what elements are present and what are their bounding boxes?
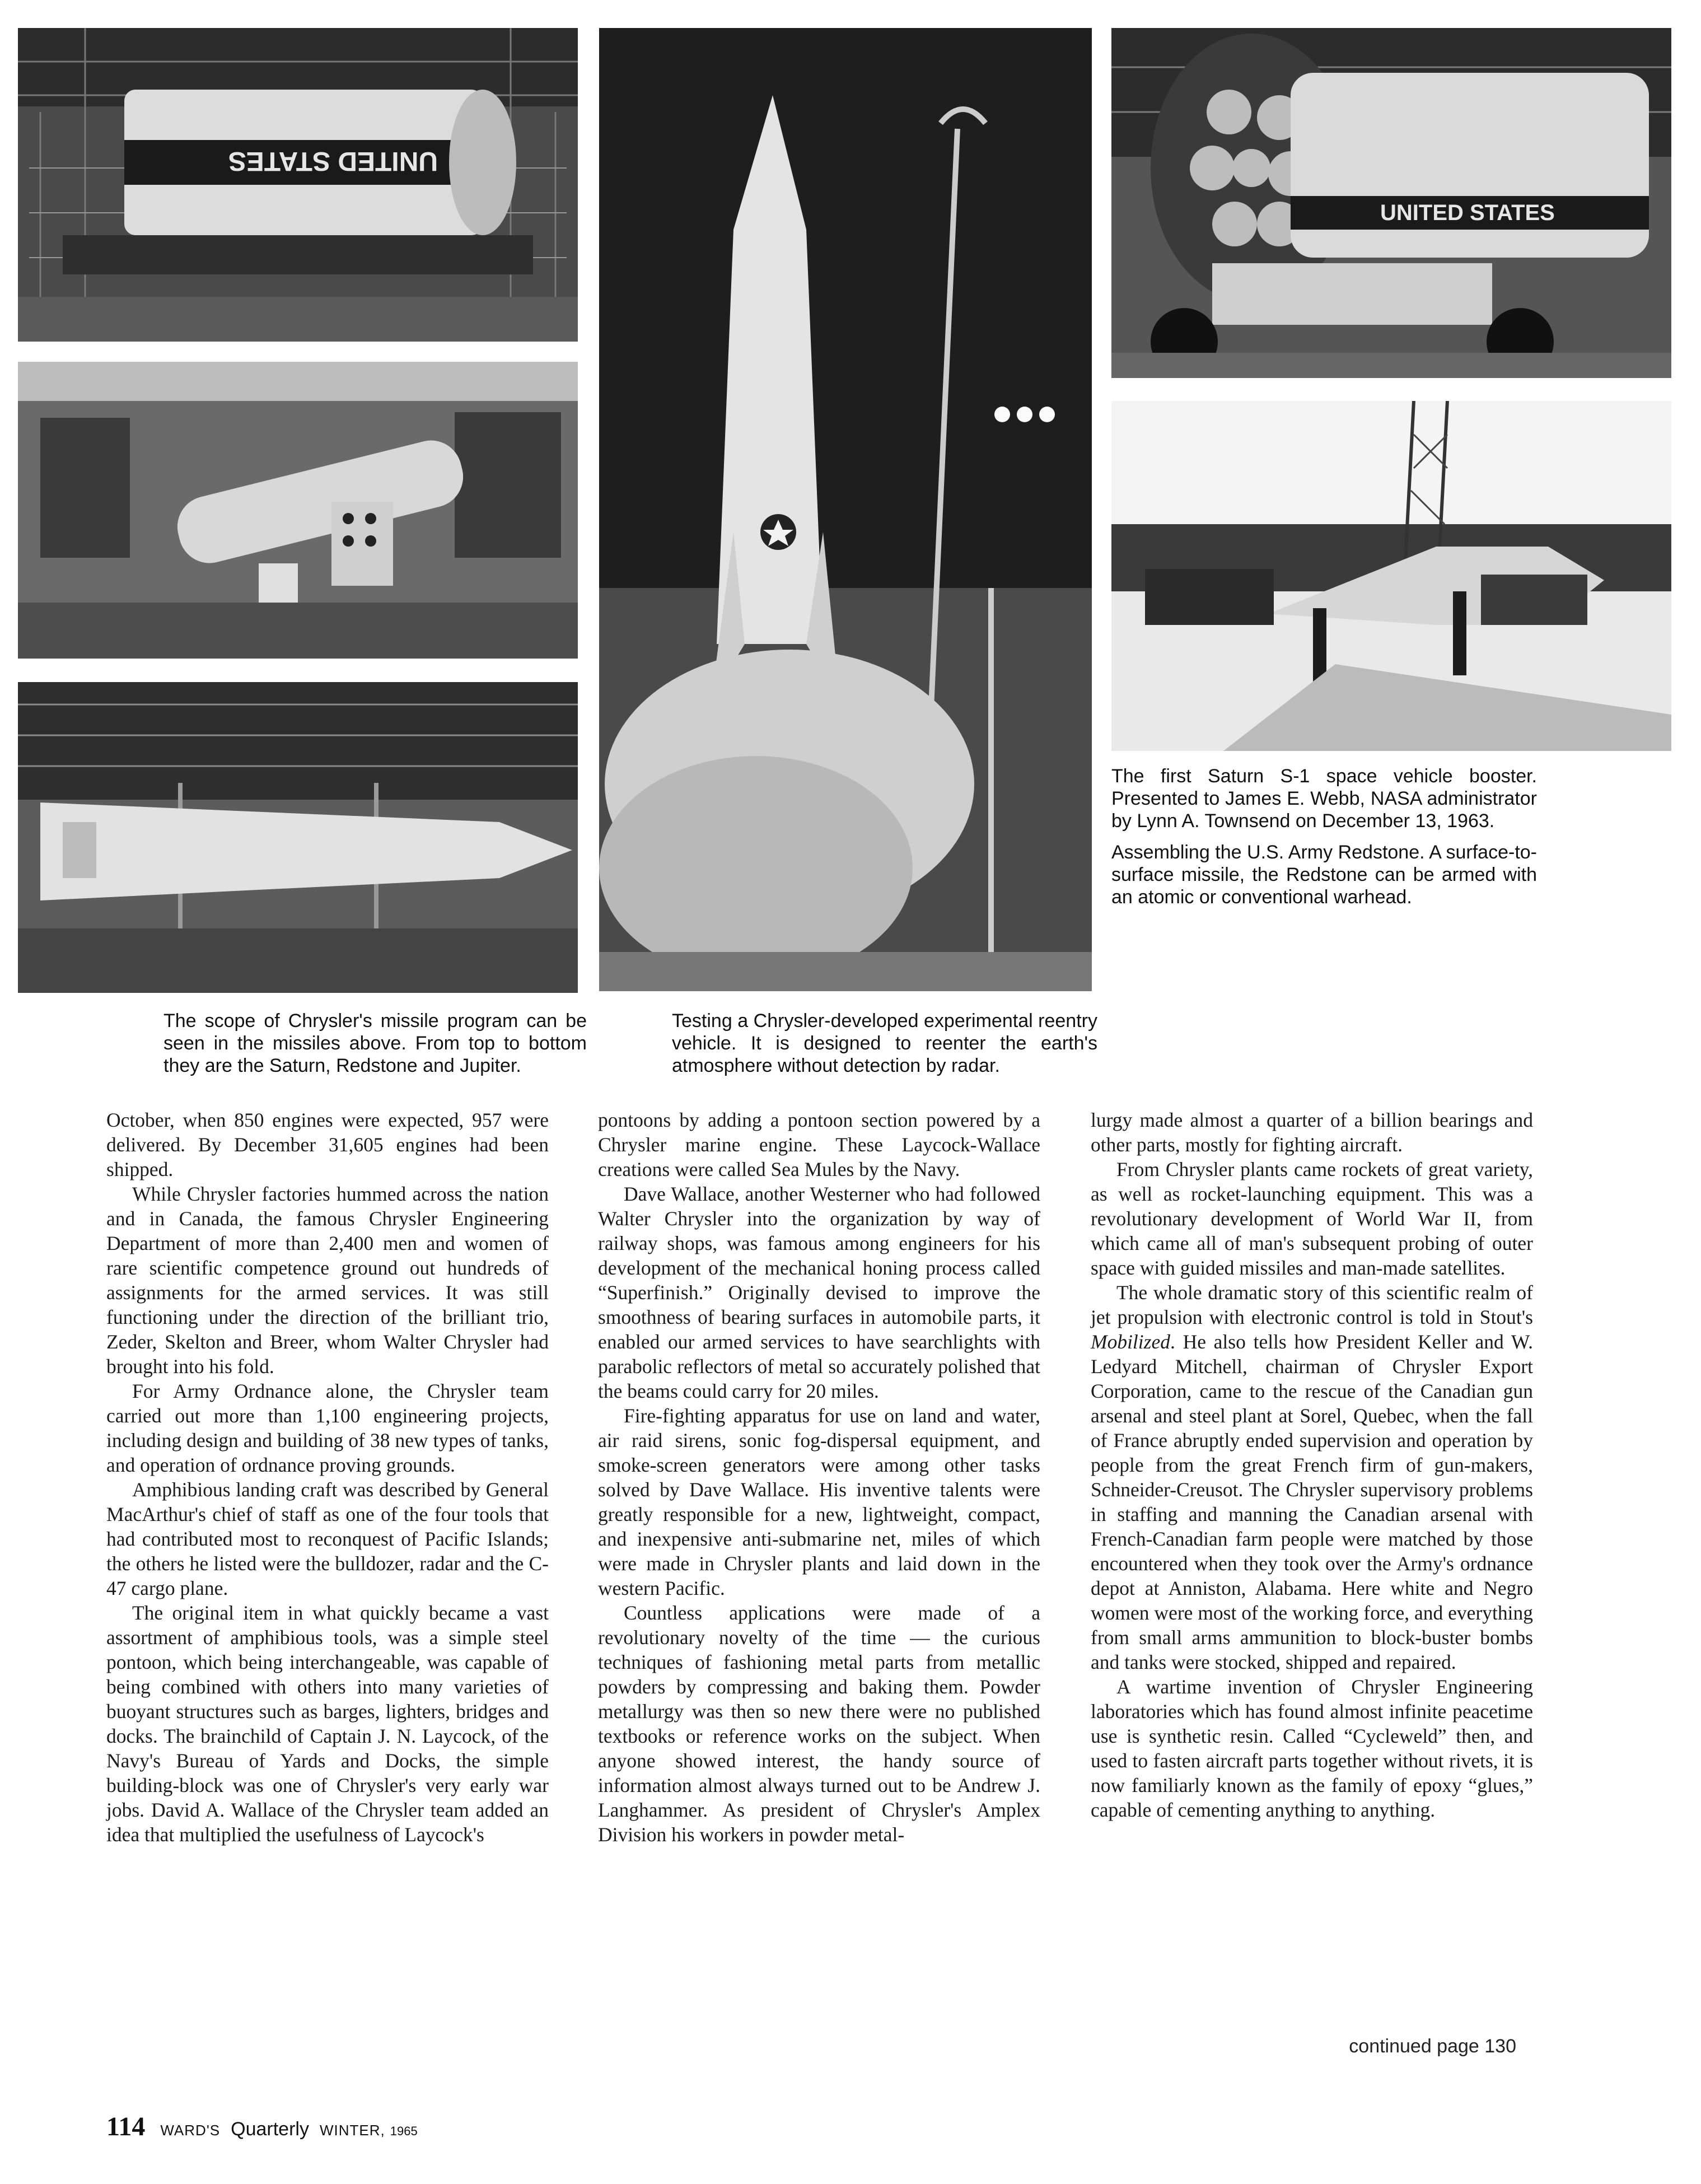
publication-brand: WARD'S [160, 2122, 221, 2139]
issue-year: 1965 [390, 2124, 418, 2138]
photo-reentry-vehicle-image [599, 28, 1092, 991]
caption-saturn-booster: The first Saturn S-1 space vehicle booster. Presented to James E. Webb, NASA administrator by Lynn A. Townsend on December 13, 1963. [1111, 766, 1537, 832]
paragraph: A wartime invention of Chrysler Engineering laboratories which has found almost infinite peacetime use is synthetic resin. Called “Cycleweld” then, and used to fasten aircraft parts together without rivets, it is now familiarly known as the family of epoxy “glues,” capable of cementing anything to anything. [1091, 1676, 1533, 1821]
photo-redstone-field-image [1111, 401, 1671, 751]
photo-saturn-assembly [18, 28, 578, 342]
article-column-3 [1091, 1108, 1533, 1822]
page-number: 114 [106, 2112, 146, 2141]
issue-season: WINTER, [319, 2122, 385, 2139]
caption-redstone: Assembling the U.S. Army Redstone. A surface-to-surface missile, the Redstone can be armed with an atomic or conventional warhead. [1111, 842, 1537, 908]
paragraph: October, when 850 engines were expected, 957 were delivered. By December 31,605 engines had been shipped. [106, 1109, 549, 1180]
paragraph: While Chrysler factories hummed across the nation and in Canada, the famous Chrysler Engineering Department of more than 2,400 men and women of rare scientific competence ground out hundreds of assignments for the armed services. It was still functioning under the direction of the brilliant trio, Zeder, Skelton and Breer, whom Walter Chrysler had brought into his fold. [106, 1183, 549, 1378]
page-footer [106, 2111, 418, 2142]
book-title: Mobilized [1091, 1331, 1170, 1353]
photo-saturn-s1-booster [1111, 28, 1671, 378]
paragraph: For Army Ordnance alone, the Chrysler team carried out more than 1,100 engineering projects, including design and building of 38 new types of tanks, and operation of ordnance proving grounds. [106, 1380, 549, 1476]
paragraph: pontoons by adding a pontoon section powered by a Chrysler marine engine. These Laycock-Wallace creations were called Sea Mules by the Navy. [598, 1109, 1040, 1180]
caption-left-photos: The scope of Chrysler's missile program can be seen in the missiles above. From top to bottom they are the Saturn, Redstone and Jupiter. [163, 1010, 587, 1076]
article-column-1 [106, 1108, 549, 1847]
paragraph: Countless applications were made of a revolutionary novelty of the time — the curious techniques of fashioning metal parts from metallic powders by compressing and baking them. Powder metallurgy was then so new there were no published textbooks or reference works on the subject. When anyone showed interest, the handy source of information almost always turned out to be Andrew J. Langhammer. As president of Chrysler's Amplex Division his workers in powder metal- [598, 1602, 1040, 1846]
photo-jupiter-hangar [18, 682, 578, 993]
photo-redstone-lab-image [18, 362, 578, 659]
paragraph: Dave Wallace, another Westerner who had followed Walter Chrysler into the organization by way of railway shops, was famous among engineers for his development of the mechanical honing process called “Superfinish.” Originally devised to improve the smoothness of bearing surfaces in automobile parts, it enabled our armed services to have searchlights with parabolic reflectors of metal so accurately polished that the beams could carry for 20 miles. [598, 1183, 1040, 1402]
photo-redstone-field [1111, 401, 1671, 751]
photo-saturn-s1-booster-image [1111, 28, 1671, 378]
paragraph: Fire-fighting apparatus for use on land and water, air raid sirens, sonic fog-dispersal equipment, and smoke-screen generators were among other tasks solved by Dave Wallace. His inventive talents were greatly responsible for a new, lightweight, compact, and inexpensive anti-submarine net, miles of which were made in Chrysler plants and laid down in the western Pacific. [598, 1404, 1040, 1599]
photo-saturn-s1-booster-lettering: UNITED STATES [1380, 200, 1555, 225]
paragraph: lurgy made almost a quarter of a billion bearings and other parts, mostly for fighting aircraft. [1091, 1109, 1533, 1156]
paragraph: From Chrysler plants came rockets of great variety, as well as rocket-launching equipment. This was a revolutionary development of World War II, from which came all of man's subsequent probing of outer space with guided missiles and man-made satellites. [1091, 1158, 1533, 1279]
photo-saturn-assembly-image [18, 28, 578, 342]
photo-jupiter-hangar-image [18, 682, 578, 993]
photo-reentry-vehicle [599, 28, 1092, 991]
photo-saturn-assembly-lettering: UNITED STATES [228, 146, 438, 176]
caption-center-photo: Testing a Chrysler-developed experimental reentry vehicle. It is designed to reenter the earth's atmosphere without detection by radar. [672, 1010, 1097, 1076]
paragraph: The original item in what quickly became a vast assortment of amphibious tools, was a simple steel pontoon, which being interchangeable, was capable of being combined with others into many varieties of buoyant structures such as barges, lighters, bridges and docks. The brainchild of Captain J. N. Laycock, of the Navy's Bureau of Yards and Docks, the simple building-block was one of Chrysler's very early war jobs. David A. Wallace of the Chrysler team added an idea that multiplied the usefulness of Laycock's [106, 1602, 549, 1846]
paragraph: Amphibious landing craft was described by General MacArthur's chief of staff as one of the four tools that had contributed most to reconquest of Pacific Islands; the others he listed were the bulldozer, radar and the C-47 cargo plane. [106, 1478, 549, 1599]
caption-right-photos [1111, 765, 1537, 917]
photo-redstone-lab [18, 362, 578, 659]
publication-name: Quarterly [231, 2118, 309, 2140]
continued-note: continued page 130 [1349, 2036, 1516, 2057]
article-column-2 [598, 1108, 1040, 1847]
paragraph: The whole dramatic story of this scientific realm of jet propulsion with electronic control is told in Stout's Mobilized. He also tells how President Keller and W. Ledyard Mitchell, chairman of Chrysler Export Corporation, came to the rescue of the Canadian gun arsenal and steel plant at Sorel, Quebec, when the fall of France abruptly ended supervision and operation by people from the great French firm of gun-makers, Schneider-Creusot. The Chrysler supervisory problems in staffing and manning the Canadian arsenal with French-Canadian farm people were matched by those encountered when they took over the Army's ordnance depot at Anniston, Alabama. Here white and Negro women were most of the working force, and everything from small arms ammunition to block-buster bombs and tanks were stocked, shipped and repaired. [1091, 1281, 1533, 1673]
